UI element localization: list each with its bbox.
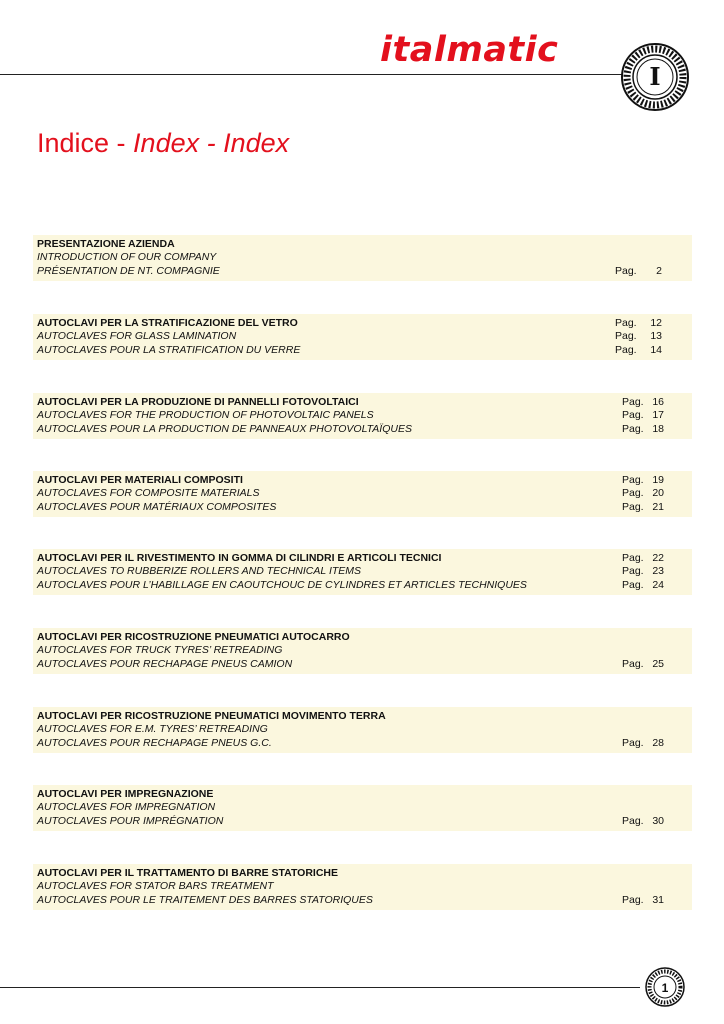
toc-title-fr: AUTOCLAVES POUR LA STRATIFICATION DU VERRE xyxy=(37,344,301,356)
toc-title-en: AUTOCLAVES TO RUBBERIZE ROLLERS AND TECHNICAL ITEMS xyxy=(37,565,362,577)
pag-label: Pag. xyxy=(622,487,644,499)
page-ref: 24 xyxy=(652,579,664,591)
pag-label: Pag. xyxy=(622,815,644,827)
toc-title-fr: AUTOCLAVES POUR MATÉRIAUX COMPOSITES xyxy=(37,501,277,513)
toc-title-en: AUTOCLAVES FOR IMPREGNATION xyxy=(37,801,216,813)
toc-title-fr: AUTOCLAVES POUR LE TRAITEMENT DES BARRES STATORIQUES xyxy=(37,894,373,906)
page-ref: 14 xyxy=(650,344,662,356)
toc-title-it: PRESENTAZIONE AZIENDA xyxy=(37,238,175,250)
toc-title-fr: AUTOCLAVES POUR IMPRÉGNATION xyxy=(37,815,224,827)
pag-label: Pag. xyxy=(615,265,637,277)
toc-title-it: AUTOCLAVI PER IMPREGNAZIONE xyxy=(37,788,214,800)
page-number-badge xyxy=(645,967,685,1007)
toc-title-en: AUTOCLAVES FOR COMPOSITE MATERIALS xyxy=(37,487,260,499)
toc-section xyxy=(33,314,692,360)
title-main: Indice - xyxy=(37,128,134,158)
page-ref: 25 xyxy=(652,658,664,670)
brand-logo: italmatic xyxy=(380,30,559,70)
toc-title-en: INTRODUCTION OF OUR COMPANY xyxy=(37,251,217,263)
toc-title-fr: PRÉSENTATION DE NT. COMPAGNIE xyxy=(37,265,220,277)
page-ref: 31 xyxy=(652,894,664,906)
toc-section xyxy=(33,471,692,517)
toc-section xyxy=(33,549,692,595)
toc-title-it: AUTOCLAVI PER LA PRODUZIONE DI PANNELLI FOTOVOLTAICI xyxy=(37,396,359,408)
toc-title-it: AUTOCLAVI PER IL RIVESTIMENTO IN GOMMA DI CILINDRI E ARTICOLI TECNICI xyxy=(37,552,442,564)
seal-letter: I xyxy=(649,62,661,91)
pag-label: Pag. xyxy=(622,501,644,513)
pag-label: Pag. xyxy=(622,579,644,591)
page-ref: 21 xyxy=(652,501,664,513)
toc-title-en: AUTOCLAVES FOR THE PRODUCTION OF PHOTOVOLTAIC PANELS xyxy=(37,409,374,421)
page-number: 1 xyxy=(661,981,669,995)
page-ref: 2 xyxy=(656,265,662,277)
toc-section xyxy=(33,864,692,910)
header-rule xyxy=(0,74,628,75)
seal-logo-icon xyxy=(620,42,690,112)
page-ref: 13 xyxy=(650,330,662,342)
toc-title-it: AUTOCLAVI PER IL TRATTAMENTO DI BARRE STATORICHE xyxy=(37,867,339,879)
toc-title-it: AUTOCLAVI PER RICOSTRUZIONE PNEUMATICI MOVIMENTO TERRA xyxy=(37,710,386,722)
pag-label: Pag. xyxy=(615,317,637,329)
page-title xyxy=(37,128,289,159)
pag-label: Pag. xyxy=(622,552,644,564)
page-ref: 12 xyxy=(650,317,662,329)
toc-section xyxy=(33,785,692,831)
page-ref: 20 xyxy=(652,487,664,499)
title-italic: Index - Index xyxy=(133,128,290,158)
pag-label: Pag. xyxy=(622,565,644,577)
toc-title-it: AUTOCLAVI PER RICOSTRUZIONE PNEUMATICI AUTOCARRO xyxy=(37,631,350,643)
toc-title-en: AUTOCLAVES FOR STATOR BARS TREATMENT xyxy=(37,880,274,892)
page-ref: 18 xyxy=(652,423,664,435)
pag-label: Pag. xyxy=(622,396,644,408)
pag-label: Pag. xyxy=(622,737,644,749)
pag-label: Pag. xyxy=(622,423,644,435)
toc-section xyxy=(33,393,692,439)
toc-title-fr: AUTOCLAVES POUR LA PRODUCTION DE PANNEAUX PHOTOVOLTAÏQUES xyxy=(37,423,412,435)
page-ref: 23 xyxy=(652,565,664,577)
toc-title-en: AUTOCLAVES FOR TRUCK TYRES’ RETREADING xyxy=(37,644,283,656)
toc-title-fr: AUTOCLAVES POUR RECHAPAGE PNEUS G.C. xyxy=(37,737,272,749)
pag-label: Pag. xyxy=(615,330,637,342)
pag-label: Pag. xyxy=(615,344,637,356)
page-ref: 28 xyxy=(652,737,664,749)
pag-label: Pag. xyxy=(622,658,644,670)
page-ref: 17 xyxy=(652,409,664,421)
toc-title-fr: AUTOCLAVES POUR RECHAPAGE PNEUS CAMION xyxy=(37,658,293,670)
toc-title-en: AUTOCLAVES FOR GLASS LAMINATION xyxy=(37,330,237,342)
pag-label: Pag. xyxy=(622,894,644,906)
page-ref: 30 xyxy=(652,815,664,827)
toc-section xyxy=(33,707,692,753)
page-ref: 19 xyxy=(652,474,664,486)
pag-label: Pag. xyxy=(622,474,644,486)
page-ref: 22 xyxy=(652,552,664,564)
page-ref: 16 xyxy=(652,396,664,408)
toc-title-fr: AUTOCLAVES POUR L’HABILLAGE EN CAOUTCHOUC DE CYLINDRES ET ARTICLES TECHNIQUES xyxy=(37,579,527,591)
footer-rule xyxy=(0,987,640,988)
toc-title-it: AUTOCLAVI PER LA STRATIFICAZIONE DEL VETRO xyxy=(37,317,298,329)
pag-label: Pag. xyxy=(622,409,644,421)
toc-section xyxy=(33,628,692,674)
toc-title-it: AUTOCLAVI PER MATERIALI COMPOSITI xyxy=(37,474,243,486)
toc-title-en: AUTOCLAVES FOR E.M. TYRES’ RETREADING xyxy=(37,723,268,735)
toc-section xyxy=(33,235,692,281)
